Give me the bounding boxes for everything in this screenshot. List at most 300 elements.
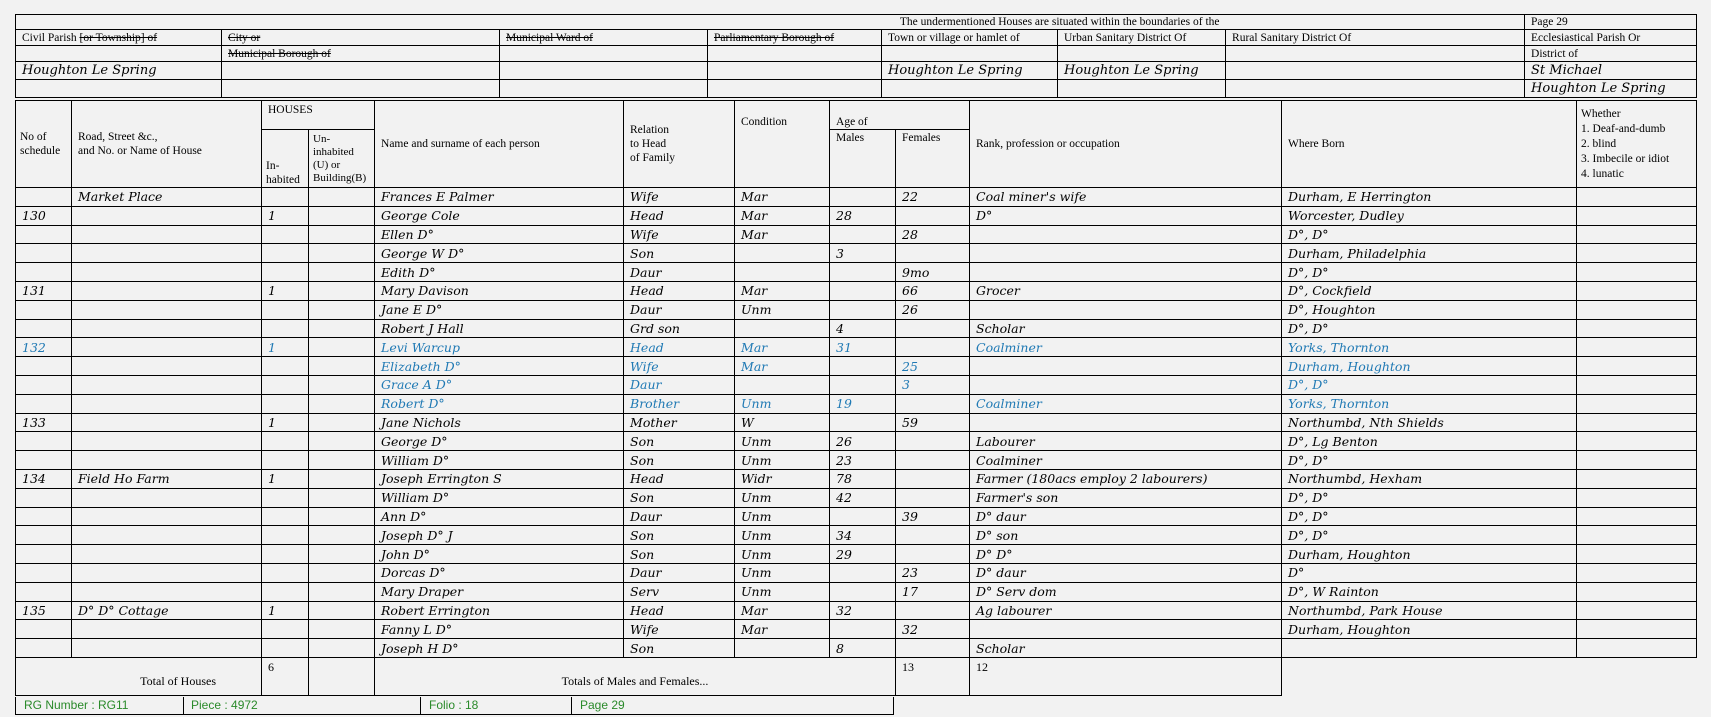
- where-born-cell: D°: [1282, 563, 1577, 582]
- road-cell: [72, 206, 262, 225]
- whether-cell: [1577, 601, 1697, 620]
- census-row: [16, 451, 1697, 470]
- occupation-cell: D° Serv dom: [970, 582, 1282, 601]
- total-males-value: 13: [896, 657, 970, 695]
- males-cell: 26: [830, 432, 896, 451]
- road-cell: [72, 488, 262, 507]
- schedule-cell: 135: [16, 601, 72, 620]
- parliamentary-label: Parliamentary Borough of: [708, 30, 882, 46]
- females-cell: 3: [896, 375, 970, 394]
- whether-cell: [1577, 263, 1697, 282]
- whether-cell: [1577, 413, 1697, 432]
- schedule-cell: [16, 394, 72, 413]
- occupation-cell: Coalminer: [970, 338, 1282, 357]
- relation-cell: Son: [624, 244, 735, 263]
- where-born-cell: D°, D°: [1282, 526, 1577, 545]
- uninhabited-cell: [309, 488, 375, 507]
- occupation-cell: Farmer (180acs employ 2 labourers): [970, 469, 1282, 488]
- urban-label: Urban Sanitary District Of: [1058, 30, 1226, 46]
- col-schedule: No of schedule: [16, 101, 72, 188]
- census-row: [16, 394, 1697, 413]
- uninhabited-cell: [309, 300, 375, 319]
- schedule-cell: 131: [16, 281, 72, 300]
- males-cell: [830, 188, 896, 207]
- occupation-cell: Ag labourer: [970, 601, 1282, 620]
- road-cell: Field Ho Farm: [72, 469, 262, 488]
- males-cell: 4: [830, 319, 896, 338]
- condition-cell: Mar: [735, 601, 830, 620]
- where-born-cell: Durham, Houghton: [1282, 545, 1577, 564]
- inhabited-cell: 1: [262, 338, 309, 357]
- total-females-value: 12: [970, 657, 1282, 695]
- col-inhabited: In- habited: [262, 130, 309, 188]
- whether-cell: [1577, 639, 1697, 658]
- whether-cell: [1577, 620, 1697, 639]
- col-road: Road, Street &c., and No. or Name of House: [72, 101, 262, 188]
- condition-cell: Unm: [735, 488, 830, 507]
- name-cell: Robert Errington: [375, 601, 624, 620]
- inhabited-cell: [262, 545, 309, 564]
- where-born-cell: Durham, E Herrington: [1282, 188, 1577, 207]
- females-cell: [896, 244, 970, 263]
- occupation-cell: Coal miner's wife: [970, 188, 1282, 207]
- whether-cell: [1577, 338, 1697, 357]
- inhabited-cell: [262, 357, 309, 376]
- road-cell: [72, 432, 262, 451]
- schedule-cell: [16, 507, 72, 526]
- name-cell: William D°: [375, 451, 624, 470]
- census-table: [15, 100, 1697, 696]
- road-cell: [72, 620, 262, 639]
- occupation-cell: Coalminer: [970, 394, 1282, 413]
- condition-cell: Mar: [735, 225, 830, 244]
- females-cell: [896, 469, 970, 488]
- relation-cell: Daur: [624, 375, 735, 394]
- name-cell: Elizabeth D°: [375, 357, 624, 376]
- schedule-cell: [16, 319, 72, 338]
- census-row: [16, 413, 1697, 432]
- inhabited-cell: [262, 432, 309, 451]
- whether-cell: [1577, 188, 1697, 207]
- col-females: Females: [896, 130, 970, 188]
- rg-number: RG Number : RG11: [24, 698, 129, 712]
- males-cell: [830, 263, 896, 282]
- inhabited-cell: 1: [262, 206, 309, 225]
- schedule-cell: [16, 488, 72, 507]
- name-cell: Mary Draper: [375, 582, 624, 601]
- condition-cell: Unm: [735, 526, 830, 545]
- uninhabited-cell: [309, 620, 375, 639]
- where-born-cell: Yorks, Thornton: [1282, 394, 1577, 413]
- name-cell: Edith D°: [375, 263, 624, 282]
- road-cell: [72, 375, 262, 394]
- uninhabited-cell: [309, 545, 375, 564]
- uninhabited-cell: [309, 563, 375, 582]
- occupation-cell: Labourer: [970, 432, 1282, 451]
- rural-label: Rural Sanitary District Of: [1226, 30, 1525, 46]
- col-occupation: Rank, profession or occupation: [970, 101, 1282, 188]
- condition-cell: Mar: [735, 338, 830, 357]
- schedule-cell: [16, 451, 72, 470]
- males-cell: 29: [830, 545, 896, 564]
- schedule-cell: [16, 188, 72, 207]
- females-cell: 59: [896, 413, 970, 432]
- col-condition: Condition: [735, 101, 830, 188]
- females-cell: [896, 526, 970, 545]
- condition-cell: Mar: [735, 281, 830, 300]
- name-cell: John D°: [375, 545, 624, 564]
- road-cell: [72, 281, 262, 300]
- inhabited-cell: [262, 526, 309, 545]
- uninhabited-cell: [309, 526, 375, 545]
- condition-cell: W: [735, 413, 830, 432]
- relation-cell: Head: [624, 281, 735, 300]
- males-cell: [830, 357, 896, 376]
- occupation-cell: Scholar: [970, 639, 1282, 658]
- census-row: [16, 281, 1697, 300]
- road-cell: [72, 563, 262, 582]
- road-cell: [72, 413, 262, 432]
- relation-cell: Head: [624, 469, 735, 488]
- civil-parish-value: Houghton Le Spring: [16, 62, 222, 80]
- road-cell: [72, 639, 262, 658]
- occupation-cell: D° son: [970, 526, 1282, 545]
- relation-cell: Wife: [624, 225, 735, 244]
- where-born-cell: D°, D°: [1282, 375, 1577, 394]
- males-cell: [830, 300, 896, 319]
- where-born-cell: D°, Houghton: [1282, 300, 1577, 319]
- where-born-cell: D°, D°: [1282, 319, 1577, 338]
- males-cell: 28: [830, 206, 896, 225]
- females-cell: 66: [896, 281, 970, 300]
- occupation-cell: Farmer's son: [970, 488, 1282, 507]
- road-cell: [72, 225, 262, 244]
- condition-cell: [735, 639, 830, 658]
- inhabited-cell: [262, 263, 309, 282]
- condition-cell: [735, 319, 830, 338]
- name-cell: Levi Warcup: [375, 338, 624, 357]
- relation-cell: Son: [624, 488, 735, 507]
- ecclesiastical-label: Ecclesiastical Parish Or: [1525, 30, 1697, 46]
- condition-cell: Unm: [735, 300, 830, 319]
- whether-cell: [1577, 244, 1697, 263]
- census-row: [16, 469, 1697, 488]
- males-cell: [830, 563, 896, 582]
- males-cell: [830, 281, 896, 300]
- females-cell: 23: [896, 563, 970, 582]
- inhabited-cell: [262, 375, 309, 394]
- whether-cell: [1577, 394, 1697, 413]
- schedule-cell: [16, 225, 72, 244]
- uninhabited-cell: [309, 469, 375, 488]
- occupation-cell: D° D°: [970, 545, 1282, 564]
- name-cell: Fanny L D°: [375, 620, 624, 639]
- inhabited-cell: [262, 225, 309, 244]
- males-cell: 19: [830, 394, 896, 413]
- census-row: [16, 225, 1697, 244]
- relation-cell: Head: [624, 601, 735, 620]
- relation-cell: Daur: [624, 563, 735, 582]
- whether-cell: [1577, 469, 1697, 488]
- occupation-cell: Coalminer: [970, 451, 1282, 470]
- occupation-cell: Scholar: [970, 319, 1282, 338]
- page-number: Page 29: [1525, 15, 1697, 30]
- relation-cell: Grd son: [624, 319, 735, 338]
- males-cell: [830, 620, 896, 639]
- road-cell: [72, 263, 262, 282]
- name-cell: Ellen D°: [375, 225, 624, 244]
- col-houses: HOUSES: [262, 101, 375, 130]
- occupation-cell: D° daur: [970, 507, 1282, 526]
- col-males: Males: [830, 130, 896, 188]
- females-cell: 9mo: [896, 263, 970, 282]
- whether-cell: [1577, 319, 1697, 338]
- road-cell: [72, 300, 262, 319]
- inhabited-cell: 1: [262, 281, 309, 300]
- header-title: The undermentioned Houses are situated within the boundaries of the: [16, 15, 1226, 30]
- schedule-cell: [16, 639, 72, 658]
- females-cell: [896, 545, 970, 564]
- uninhabited-cell: [309, 451, 375, 470]
- inhabited-cell: [262, 451, 309, 470]
- condition-cell: Unm: [735, 451, 830, 470]
- uninhabited-cell: [309, 413, 375, 432]
- condition-cell: Unm: [735, 563, 830, 582]
- name-cell: Joseph D° J: [375, 526, 624, 545]
- civil-parish-label: Civil Parish [or Township] of: [16, 30, 222, 46]
- schedule-cell: [16, 526, 72, 545]
- road-cell: [72, 526, 262, 545]
- males-cell: 42: [830, 488, 896, 507]
- females-cell: 25: [896, 357, 970, 376]
- borough-label: Municipal Borough of: [222, 46, 500, 62]
- col-whether: Whether 1. Deaf-and-dumb 2. blind 3. Imbecile or idiot 4. lunatic: [1577, 101, 1697, 188]
- inhabited-cell: [262, 563, 309, 582]
- whether-cell: [1577, 432, 1697, 451]
- females-cell: 32: [896, 620, 970, 639]
- condition-cell: Unm: [735, 507, 830, 526]
- inhabited-cell: [262, 300, 309, 319]
- relation-cell: Son: [624, 639, 735, 658]
- inhabited-cell: [262, 244, 309, 263]
- col-name: Name and surname of each person: [375, 101, 624, 188]
- whether-cell: [1577, 488, 1697, 507]
- males-cell: 3: [830, 244, 896, 263]
- occupation-cell: [970, 300, 1282, 319]
- where-born-cell: D°, D°: [1282, 507, 1577, 526]
- name-cell: Frances E Palmer: [375, 188, 624, 207]
- condition-cell: [735, 375, 830, 394]
- inhabited-cell: 1: [262, 469, 309, 488]
- census-row: [16, 206, 1697, 225]
- name-cell: Dorcas D°: [375, 563, 624, 582]
- header-table: [15, 14, 1697, 98]
- relation-cell: Wife: [624, 357, 735, 376]
- whether-cell: [1577, 582, 1697, 601]
- census-row: [16, 432, 1697, 451]
- occupation-cell: [970, 620, 1282, 639]
- where-born-cell: D°, W Rainton: [1282, 582, 1577, 601]
- relation-cell: Son: [624, 451, 735, 470]
- males-cell: [830, 225, 896, 244]
- where-born-cell: D°, D°: [1282, 488, 1577, 507]
- road-cell: [72, 507, 262, 526]
- where-born-cell: Worcester, Dudley: [1282, 206, 1577, 225]
- total-persons-label: Totals of Males and Females...: [375, 657, 896, 695]
- uninhabited-cell: [309, 582, 375, 601]
- total-houses-value: 6: [262, 657, 309, 695]
- schedule-cell: [16, 263, 72, 282]
- where-born-cell: Durham, Houghton: [1282, 620, 1577, 639]
- whether-cell: [1577, 563, 1697, 582]
- females-cell: 17: [896, 582, 970, 601]
- relation-cell: Son: [624, 526, 735, 545]
- relation-cell: Wife: [624, 620, 735, 639]
- males-cell: 78: [830, 469, 896, 488]
- where-born-cell: D°, D°: [1282, 451, 1577, 470]
- census-row: [16, 526, 1697, 545]
- relation-cell: Head: [624, 206, 735, 225]
- inhabited-cell: [262, 394, 309, 413]
- road-cell: [72, 319, 262, 338]
- males-cell: [830, 375, 896, 394]
- census-row: [16, 563, 1697, 582]
- where-born-cell: D°, Cockfield: [1282, 281, 1577, 300]
- condition-cell: Widr: [735, 469, 830, 488]
- whether-cell: [1577, 225, 1697, 244]
- ecclesiastical-value: St Michael: [1525, 62, 1697, 80]
- schedule-cell: 134: [16, 469, 72, 488]
- whether-cell: [1577, 281, 1697, 300]
- census-row: [16, 319, 1697, 338]
- road-cell: [72, 338, 262, 357]
- census-row: [16, 188, 1697, 207]
- occupation-cell: Grocer: [970, 281, 1282, 300]
- relation-cell: Brother: [624, 394, 735, 413]
- relation-cell: Serv: [624, 582, 735, 601]
- road-cell: [72, 244, 262, 263]
- females-cell: [896, 319, 970, 338]
- name-cell: Grace A D°: [375, 375, 624, 394]
- whether-cell: [1577, 357, 1697, 376]
- road-cell: [72, 451, 262, 470]
- where-born-cell: Northumbd, Park House: [1282, 601, 1577, 620]
- males-cell: 32: [830, 601, 896, 620]
- inhabited-cell: [262, 188, 309, 207]
- ward-label: Municipal Ward of: [500, 30, 708, 46]
- schedule-cell: [16, 244, 72, 263]
- uninhabited-cell: [309, 394, 375, 413]
- name-cell: Joseph H D°: [375, 639, 624, 658]
- name-cell: Robert D°: [375, 394, 624, 413]
- occupation-cell: D° daur: [970, 563, 1282, 582]
- total-houses-label: Total of Houses: [16, 657, 262, 695]
- relation-cell: Daur: [624, 300, 735, 319]
- whether-cell: [1577, 507, 1697, 526]
- where-born-cell: Yorks, Thornton: [1282, 338, 1577, 357]
- whether-cell: [1577, 375, 1697, 394]
- reference-footer: [15, 697, 894, 715]
- uninhabited-cell: [309, 357, 375, 376]
- census-row: [16, 263, 1697, 282]
- col-where-born: Where Born: [1282, 101, 1577, 188]
- uninhabited-cell: [309, 507, 375, 526]
- relation-cell: Wife: [624, 188, 735, 207]
- schedule-cell: [16, 563, 72, 582]
- schedule-cell: [16, 375, 72, 394]
- inhabited-cell: [262, 488, 309, 507]
- census-row: [16, 338, 1697, 357]
- schedule-cell: [16, 620, 72, 639]
- relation-cell: Son: [624, 432, 735, 451]
- where-born-cell: D°, D°: [1282, 263, 1577, 282]
- where-born-cell: Durham, Houghton: [1282, 357, 1577, 376]
- uninhabited-cell: [309, 601, 375, 620]
- where-born-cell: D°, Lg Benton: [1282, 432, 1577, 451]
- road-cell: [72, 394, 262, 413]
- census-row: [16, 620, 1697, 639]
- census-row: [16, 300, 1697, 319]
- name-cell: George W D°: [375, 244, 624, 263]
- road-cell: D° D° Cottage: [72, 601, 262, 620]
- condition-cell: Unm: [735, 545, 830, 564]
- name-cell: Robert J Hall: [375, 319, 624, 338]
- where-born-cell: Durham, Philadelphia: [1282, 244, 1577, 263]
- inhabited-cell: [262, 639, 309, 658]
- relation-cell: Mother: [624, 413, 735, 432]
- relation-cell: Head: [624, 338, 735, 357]
- col-age-of: Age of: [830, 101, 970, 130]
- census-row: [16, 244, 1697, 263]
- uninhabited-cell: [309, 263, 375, 282]
- census-row: [16, 375, 1697, 394]
- inhabited-cell: 1: [262, 601, 309, 620]
- females-cell: 28: [896, 225, 970, 244]
- occupation-cell: [970, 413, 1282, 432]
- city-label: City or: [222, 30, 500, 46]
- females-cell: [896, 601, 970, 620]
- males-cell: 23: [830, 451, 896, 470]
- condition-cell: Mar: [735, 188, 830, 207]
- road-cell: [72, 357, 262, 376]
- inhabited-cell: [262, 620, 309, 639]
- females-cell: [896, 394, 970, 413]
- males-cell: [830, 582, 896, 601]
- females-cell: 26: [896, 300, 970, 319]
- name-cell: Ann D°: [375, 507, 624, 526]
- name-cell: William D°: [375, 488, 624, 507]
- census-row: [16, 639, 1697, 658]
- whether-cell: [1577, 451, 1697, 470]
- relation-cell: Daur: [624, 507, 735, 526]
- females-cell: [896, 451, 970, 470]
- road-cell: [72, 582, 262, 601]
- name-cell: George D°: [375, 432, 624, 451]
- schedule-cell: [16, 300, 72, 319]
- uninhabited-cell: [309, 281, 375, 300]
- relation-cell: Son: [624, 545, 735, 564]
- schedule-cell: 132: [16, 338, 72, 357]
- name-cell: George Cole: [375, 206, 624, 225]
- males-cell: 8: [830, 639, 896, 658]
- uninhabited-cell: [309, 225, 375, 244]
- males-cell: [830, 413, 896, 432]
- condition-cell: [735, 263, 830, 282]
- uninhabited-cell: [309, 319, 375, 338]
- occupation-cell: [970, 225, 1282, 244]
- condition-cell: Mar: [735, 206, 830, 225]
- females-cell: [896, 432, 970, 451]
